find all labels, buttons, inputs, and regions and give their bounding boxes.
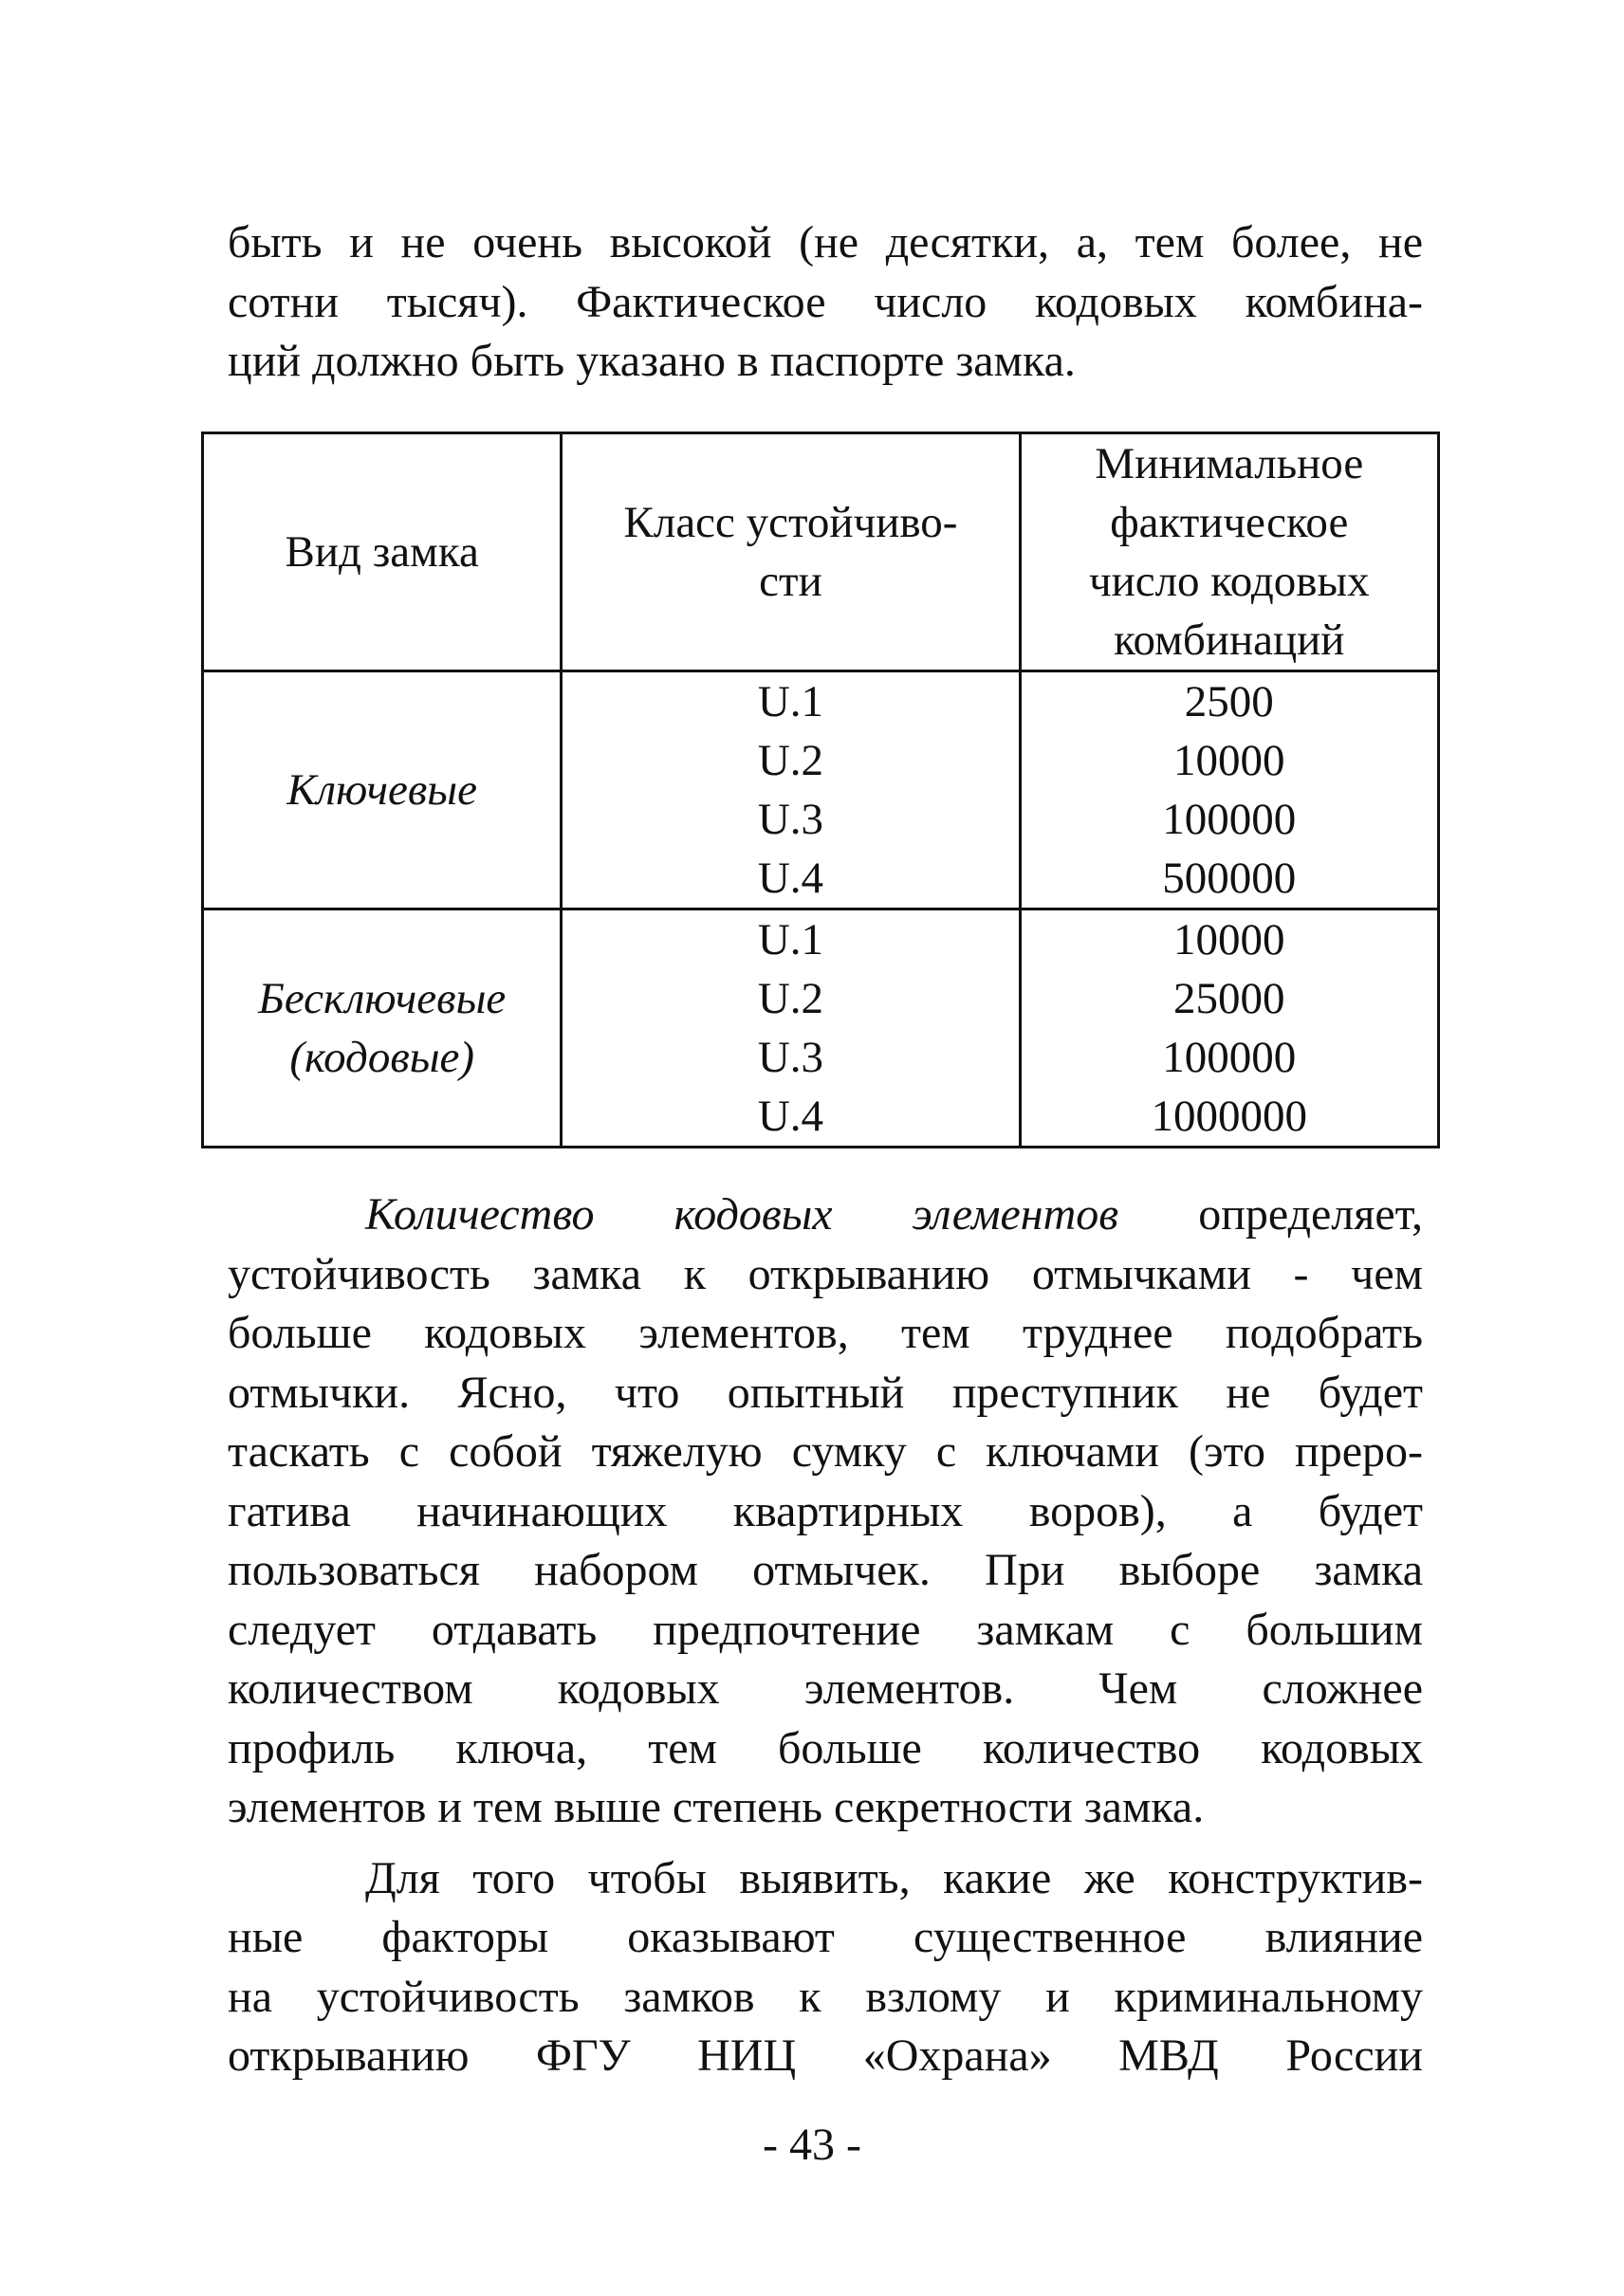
resistance-class-cell: U.1 U.2 U.3 U.4 [562,909,1020,1148]
lock-combinations-table [201,432,1440,1148]
paragraph-code-elements [228,1185,1423,1838]
text-line: на устойчивость замков к взлому и криминальному [228,1971,1423,2022]
text-line: открыванию ФГУ НИЦ «Охрана» МВД России [228,2030,1423,2081]
text-line: Для того чтобы выявить, какие же конструктив- [365,1852,1423,1903]
text-line: следует отдавать предпочтение замкам с большим [228,1604,1423,1655]
text-line: ные факторы оказывают существенное влияние [228,1912,1423,1962]
text-line: элементов и тем выше степень секретности замка. [228,1782,1205,1832]
paragraph-research [228,1849,1423,2086]
body-text [228,1185,1423,2086]
text-line: сотни тысяч). Фактическое число кодовых комбина- [228,276,1423,327]
min-combinations-cell: 10000 25000 100000 1000000 [1020,909,1438,1148]
header-resistance-class: Класс устойчиво- сти [562,433,1020,671]
table-header-row [203,433,1439,671]
lock-type-cell: Бесключевые (кодовые) [203,909,562,1148]
text-line: количеством кодовых элементов. Чем сложнее [228,1663,1423,1714]
intro-paragraph [228,213,1423,392]
text-line: быть и не очень высокой (не десятки, а, тем более, не [228,217,1423,267]
italic-term: Количество кодовых элементов [365,1189,1119,1240]
page-number: - 43 - [763,2120,861,2170]
resistance-class-cell: U.1 U.2 U.3 U.4 [562,671,1020,909]
lock-type-cell: Ключевые [203,671,562,909]
header-lock-type: Вид замка [203,433,562,671]
text-line: таскать с собой тяжелую сумку с ключами (это преро- [228,1426,1423,1477]
text-line: профиль ключа, тем больше количество кодовых [228,1722,1423,1773]
text-line: Количество кодовых элементов определяет, [365,1189,1424,1240]
min-combinations-cell: 2500 10000 100000 500000 [1020,671,1438,909]
text-line: пользоваться набором отмычек. При выборе замка [228,1545,1423,1595]
header-min-combinations: Минимальное фактическое число кодовых комбинаций [1020,433,1438,671]
text-line: больше кодовых элементов, тем труднее подобрать [228,1308,1423,1358]
table-row [203,671,1439,909]
text-line: гатива начинающих квартирных воров), а будет [228,1485,1423,1536]
table-row [203,909,1439,1148]
text-line: ций должно быть указано в паспорте замка. [228,336,1076,386]
text-line: отмычки. Ясно, что опытный преступник не будет [228,1367,1423,1418]
text-line: устойчивость замка к открыванию отмычками - чем [228,1248,1423,1299]
